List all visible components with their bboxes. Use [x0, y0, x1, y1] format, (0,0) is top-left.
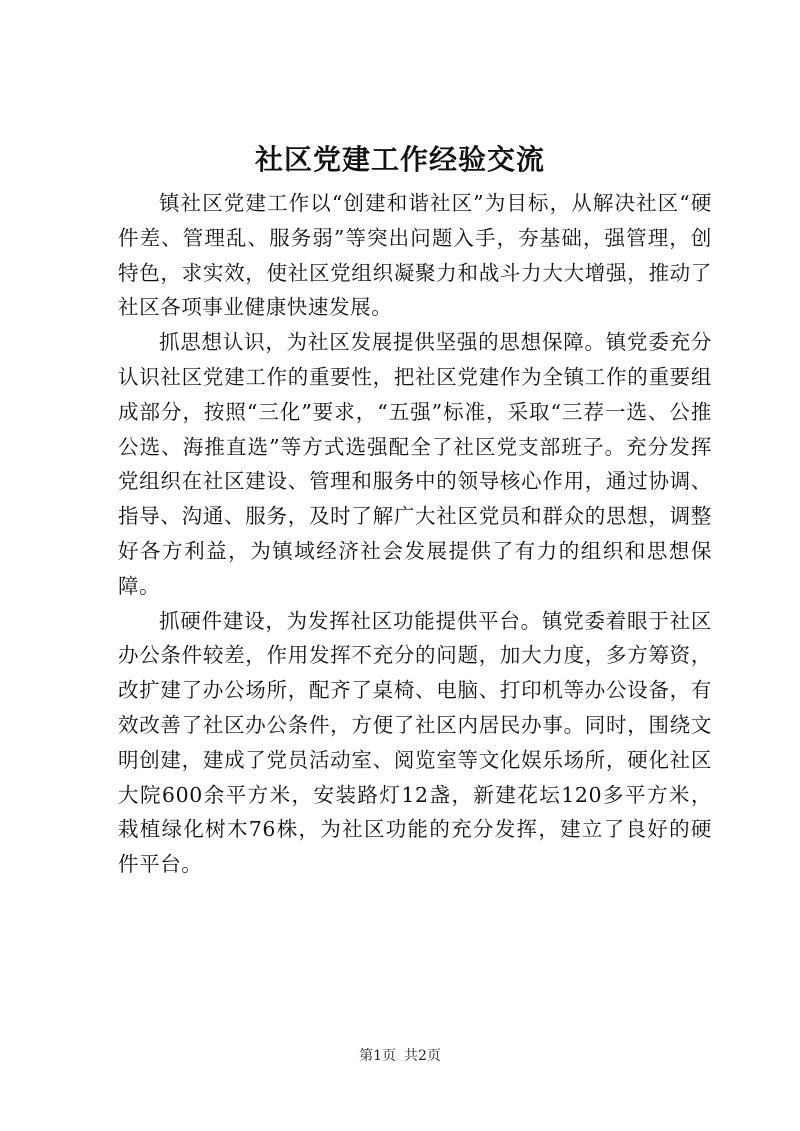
paragraph-intro: 镇社区党建工作以“创建和谐社区”为目标，从解决社区“硬件差、管理乱、服务弱”等突出问题入手，夯基础，强管理，创特色，求实效，使社区党组织凝聚力和战斗力大大增强，推动了社区各项事业健康快速发展。	[118, 191, 712, 320]
page-footer	[0, 1046, 800, 1066]
document-title: 社区党建工作经验交流	[254, 143, 545, 176]
page-number: 第1页	[359, 1048, 396, 1064]
paragraph-hardware: 抓硬件建设，为发挥社区功能提供平台。镇党委着眼于社区办公条件较差，作用发挥不充分的问题，加大力度，多方筹资，改扩建了办公场所，配齐了桌椅、电脑、打印机等办公设备，有效改善了社区办公条件，方便了社区内居民办事。同时，围绕文明创建，建成了党员活动室、阅览室等文化娱乐场所，硬化社区大院600余平方米，安装路灯12盏，新建花坛120多平方米，栽植绿化树木76株，为社区功能的充分发挥，建立了良好的硬件平台。	[118, 608, 712, 877]
page-total: 共2页	[404, 1048, 441, 1064]
paragraph-thought: 抓思想认识，为社区发展提供坚强的思想保障。镇党委充分认识社区党建工作的重要性，把社区党建作为全镇工作的重要组成部分，按照“三化”要求，“五强”标准，采取“三荐一选、公推公选、海推直选”等方式选强配全了社区党支部班子。充分发挥党组织在社区建设、管理和服务中的领导核心作用，通过协调、指导、沟通、服务，及时了解广大社区党员和群众的思想，调整好各方利益，为镇域经济社会发展提供了有力的组织和思想保障。	[118, 330, 712, 598]
document-body	[118, 186, 712, 882]
